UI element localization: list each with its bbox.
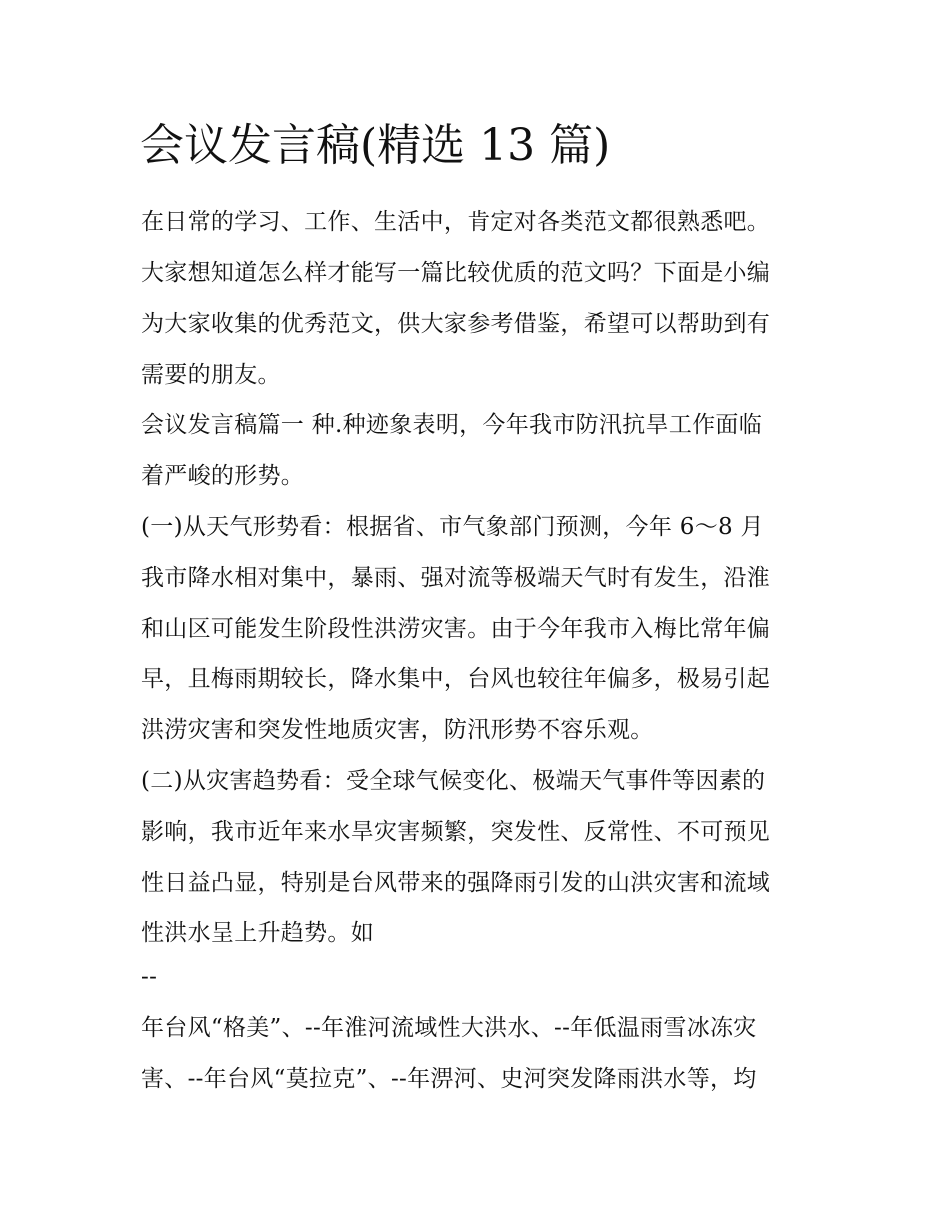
body-line: 性洪水呈上升趋势。如 (141, 920, 374, 946)
body-line: 我市降水相对集中，暴雨、强对流等极端天气时有发生，沿淮 (141, 565, 771, 591)
document-title: 会议发言稿(精选 13 篇) (140, 120, 611, 171)
body-line: -- (141, 964, 158, 990)
body-line: (二)从灾害趋势看：受全球气候变化、极端天气事件等因素的 (141, 768, 766, 794)
body-line: 着严峻的形势。 (141, 463, 305, 489)
body-line: 为大家收集的优秀范文，供大家参考借鉴，希望可以帮助到有 (141, 311, 771, 337)
body-line: 早，且梅雨期较长，降水集中，台风也较往年偏多，极易引起 (141, 666, 771, 692)
body-line: (一)从天气形势看：根据省、市气象部门预测，今年 6～8 月 (141, 514, 764, 540)
body-line: 会议发言稿篇一 种.种迹象表明，今年我市防汛抗旱工作面临 (141, 412, 763, 438)
body-line: 在日常的学习、工作、生活中，肯定对各类范文都很熟悉吧。 (141, 209, 771, 235)
body-line: 大家想知道怎么样才能写一篇比较优质的范文吗？下面是小编 (141, 260, 771, 286)
body-line: 害、--年台风“莫拉克”、--年淠河、史河突发降雨洪水等，均 (141, 1066, 757, 1092)
body-line: 需要的朋友。 (141, 362, 281, 388)
body-line: 性日益凸显，特别是台风带来的强降雨引发的山洪灾害和流域 (141, 870, 771, 896)
body-line: 和山区可能发生阶段性洪涝灾害。由于今年我市入梅比常年偏 (141, 616, 771, 642)
body-line: 影响，我市近年来水旱灾害频繁，突发性、反常性、不可预见 (141, 819, 771, 845)
body-line: 年台风“格美”、--年淮河流域性大洪水、--年低温雨雪冰冻灾 (141, 1015, 757, 1041)
body-line: 洪涝灾害和突发性地质灾害，防汛形势不容乐观。 (141, 717, 654, 743)
